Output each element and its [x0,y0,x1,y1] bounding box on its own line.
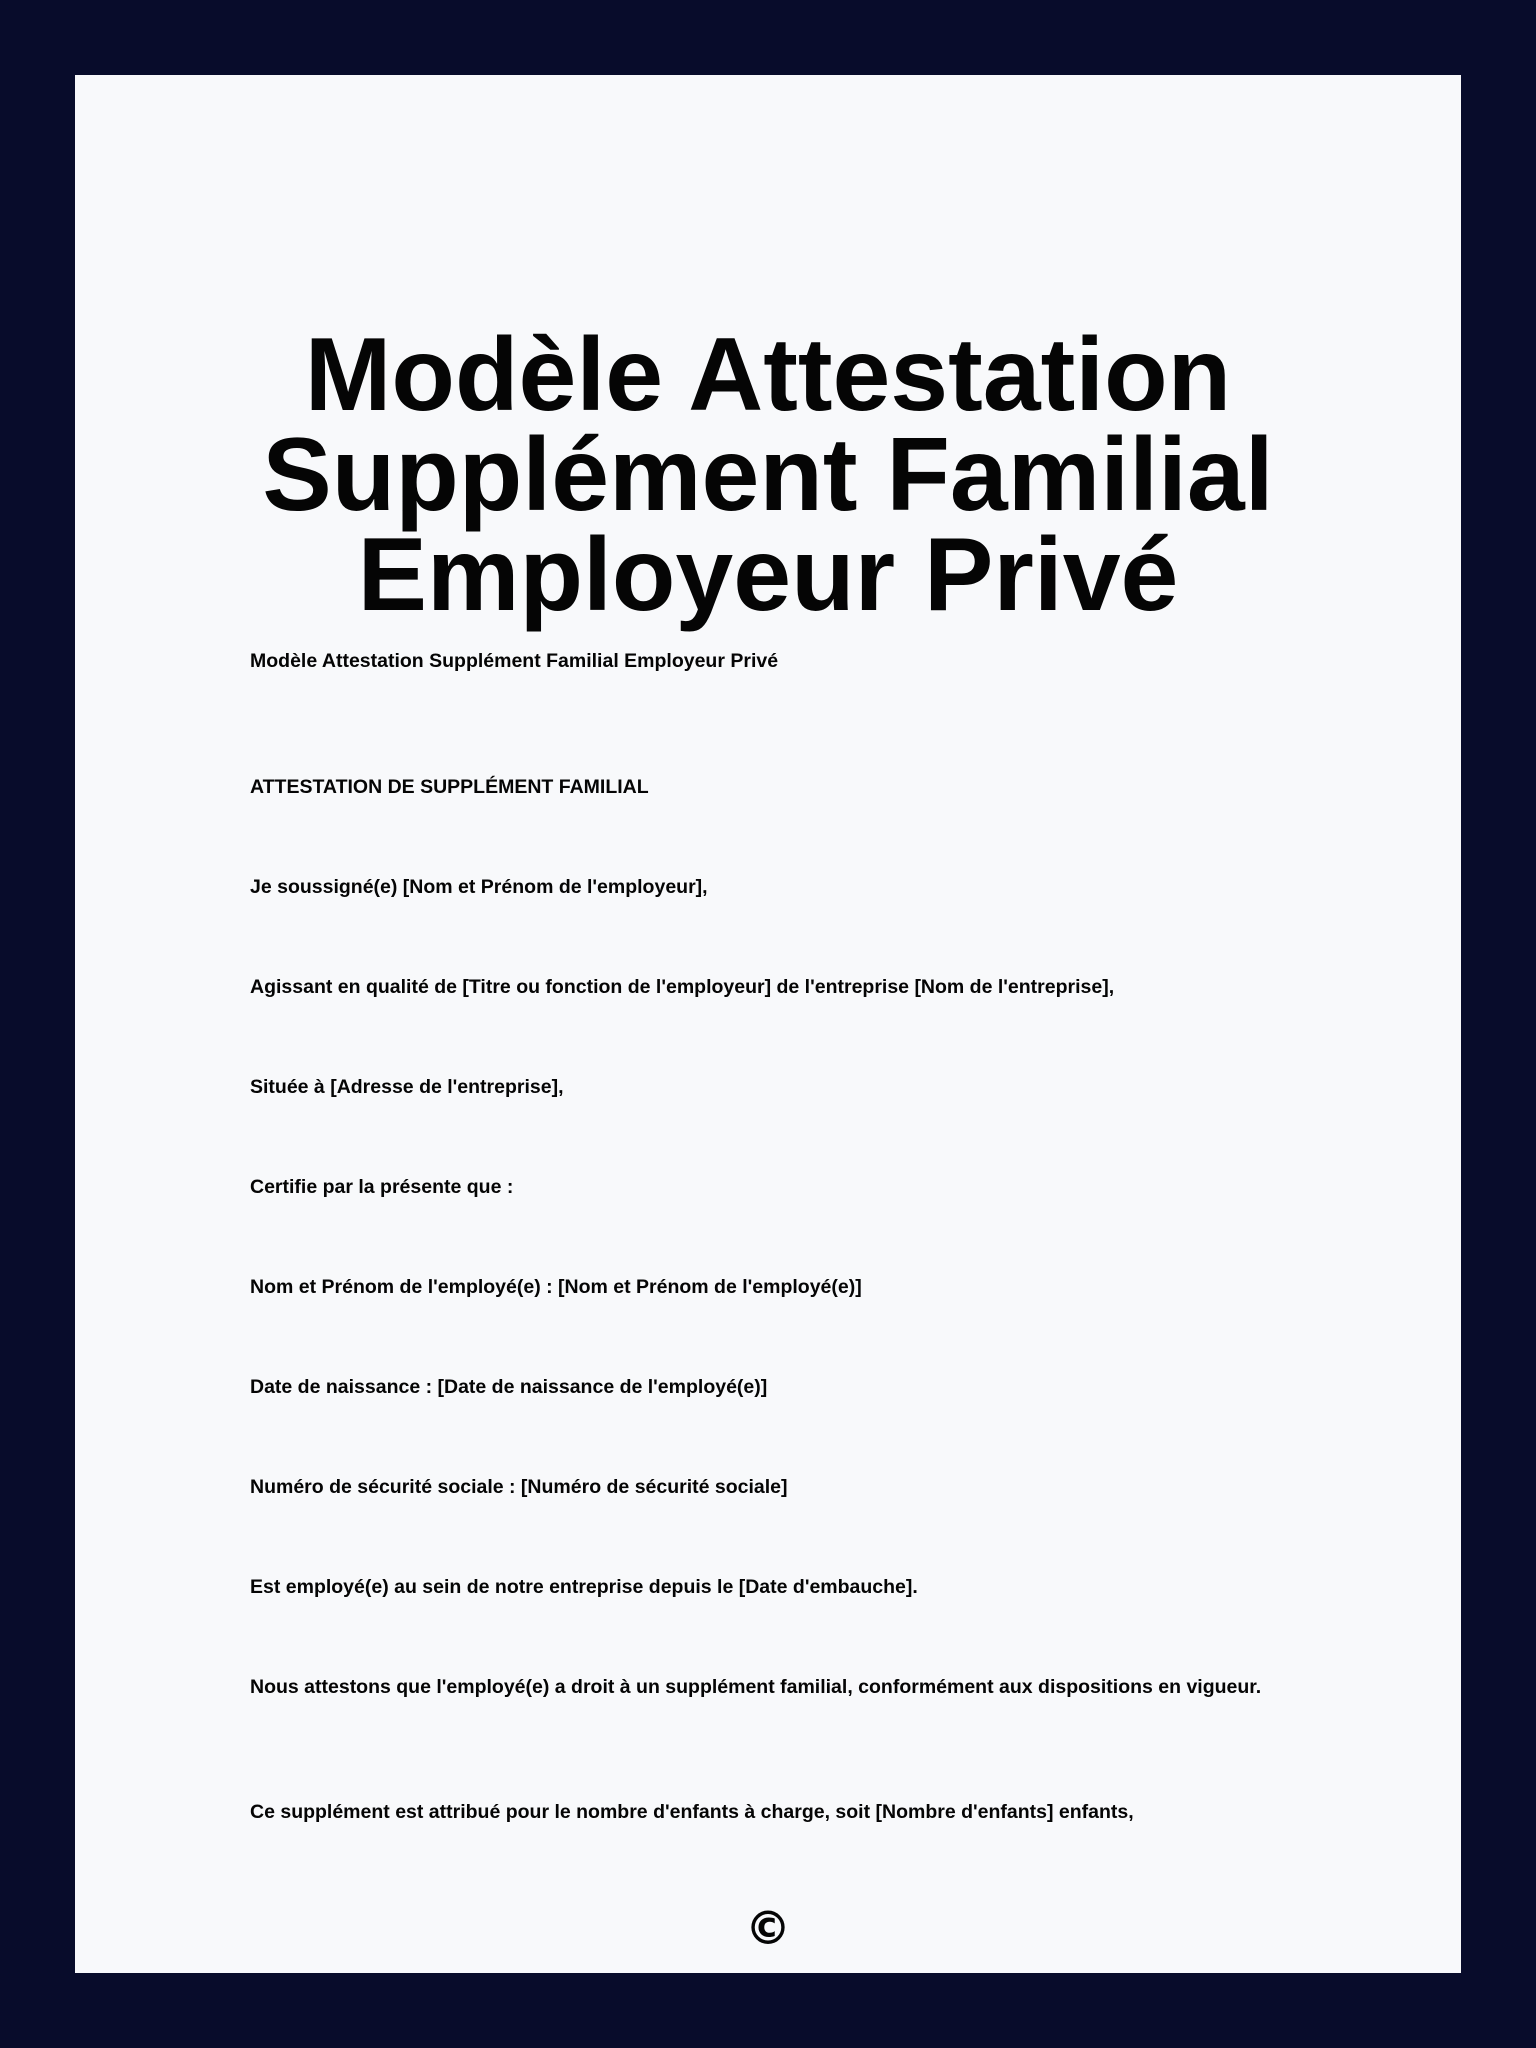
entitlement-paragraph: Nous attestons que l'employé(e) a droit à un supplément familial, conformément aux dispositions en vigueur. [250,1676,1262,1698]
employee-name-line: Nom et Prénom de l'employé(e) : [Nom et Prénom de l'employé(e)] [250,1276,862,1298]
attestation-heading: ATTESTATION DE SUPPLÉMENT FAMILIAL [250,776,649,798]
document-title [75,317,1461,633]
social-security-line: Numéro de sécurité sociale : [Numéro de sécurité sociale] [250,1476,788,1498]
birth-date-line: Date de naissance : [Date de naissance de l'employé(e)] [250,1376,768,1398]
employer-title-line: Agissant en qualité de [Titre ou fonction de l'employeur] de l'entreprise [Nom de l'entreprise], [250,976,1115,998]
company-address-line: Située à [Adresse de l'entreprise], [250,1076,564,1098]
document-subtitle: Modèle Attestation Supplément Familial Employeur Privé [250,650,779,672]
certification-line: Certifie par la présente que : [250,1176,514,1198]
document-page [75,75,1461,1973]
title-line-3: Employeur Privé [357,517,1179,633]
employer-name-line: Je soussigné(e) [Nom et Prénom de l'employeur], [250,876,708,898]
hire-date-line: Est employé(e) au sein de notre entreprise depuis le [Date d'embauche]. [250,1576,918,1598]
title-line-1: Modèle Attestation [304,317,1232,433]
title-line-2: Supplément Familial [262,417,1274,533]
children-count-line: Ce supplément est attribué pour le nombre d'enfants à charge, soit [Nombre d'enfants] enfants, [250,1801,1134,1823]
copyright-icon: © [745,1901,791,1955]
